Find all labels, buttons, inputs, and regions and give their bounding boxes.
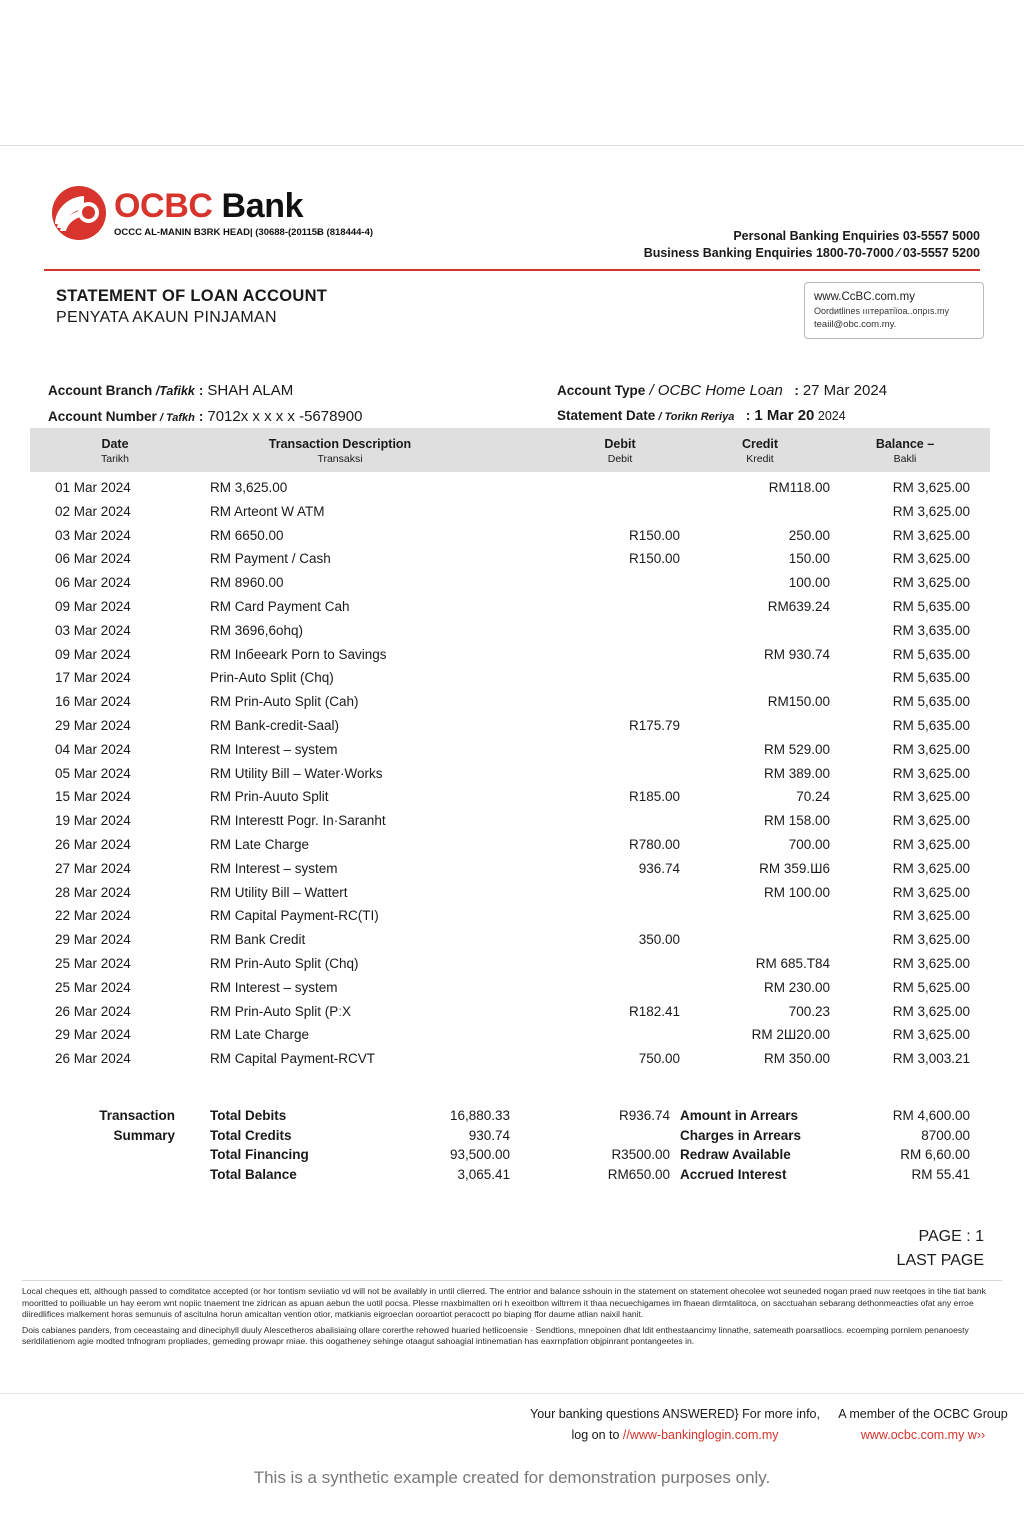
table-row — [30, 861, 990, 885]
account-type-label-my: / OCBC Home Loan — [649, 382, 783, 399]
transaction-date: 17 Mar 2024 — [55, 670, 131, 686]
enquiries-block — [644, 228, 980, 262]
transaction-date: 26 Mar 2024 — [55, 1003, 131, 1019]
transaction-description: RM 3696,6ohq) — [210, 622, 304, 638]
table-row — [30, 742, 990, 766]
transaction-balance: RM 3,625.00 — [892, 503, 970, 519]
transaction-date: 04 Mar 2024 — [55, 741, 131, 757]
transaction-debit: R150.00 — [628, 551, 680, 567]
transaction-credit: 70.24 — [796, 789, 830, 805]
page-number: PAGE : 1 — [918, 1228, 984, 1245]
column-header-credit — [705, 436, 815, 466]
transaction-date: 15 Mar 2024 — [55, 789, 131, 805]
summary-value: 93,500.00 — [449, 1147, 510, 1163]
transaction-balance: RM 3,625.00 — [892, 551, 970, 567]
web-contact-box — [804, 282, 984, 339]
transaction-description: RM Interest – system — [210, 860, 338, 876]
business-banking-enquiries: Business Banking Enquiries 1800-70-7000 ⁄ 03-5557 5200 — [643, 246, 980, 260]
summary-label-right: Redraw Available — [680, 1147, 791, 1163]
column-header-date — [55, 436, 175, 466]
transaction-description: RM Interest – system — [210, 741, 338, 757]
transaction-credit: RM 158.00 — [763, 813, 830, 829]
transaction-balance: RM 3,625.00 — [892, 480, 970, 495]
column-header-balance-my: Bakli — [893, 453, 917, 465]
transaction-description: RM Prin-Auto Split (PːX — [210, 1003, 352, 1019]
transaction-debit: R182.41 — [628, 1003, 680, 1019]
transaction-rows — [30, 480, 990, 1075]
transaction-balance: RM 5,635.00 — [892, 646, 970, 662]
transaction-debit: R150.00 — [628, 527, 680, 543]
contact-email[interactable]: teaiil@obc.com.my. — [814, 319, 897, 330]
summary-label-right: Accrued Interest — [680, 1166, 787, 1182]
statement-date-year: 2024 — [817, 409, 846, 423]
transaction-credit: 150.00 — [788, 551, 830, 567]
transaction-date: 29 Mar 2024 — [55, 932, 131, 948]
transaction-date: 01 Mar 2024 — [55, 480, 131, 495]
transaction-credit: 100.00 — [788, 575, 830, 591]
footer-login-prefix: log on to — [571, 1428, 623, 1442]
statement-date-label-my: / Torikn Reriya — [658, 411, 735, 423]
transaction-balance: RM 3,625.00 — [892, 860, 970, 876]
table-row — [30, 885, 990, 909]
summary-mid-value: R936.74 — [618, 1108, 670, 1123]
table-row — [30, 718, 990, 742]
footer-login-link[interactable]: //www-bankinglogin.com.my — [622, 1428, 779, 1442]
transaction-credit: RM 230.00 — [763, 979, 830, 995]
transaction-description: RM Prin-Auto Split (Cah) — [210, 694, 359, 710]
column-header-description — [190, 436, 490, 466]
footer-group-line: A member of the OCBC Group — [838, 1407, 1008, 1421]
transaction-description: RM 3,625.00 — [210, 480, 288, 495]
transaction-credit: RM118.00 — [768, 480, 830, 495]
transaction-summary — [30, 1108, 990, 1186]
column-header-credit-en: Credit — [741, 437, 779, 451]
table-row — [30, 1027, 990, 1051]
table-row — [30, 528, 990, 552]
column-header-debit-en: Debit — [604, 437, 636, 451]
transaction-date: 28 Mar 2024 — [55, 884, 131, 900]
table-row — [30, 551, 990, 575]
table-row — [30, 623, 990, 647]
table-row — [30, 908, 990, 932]
table-row — [30, 766, 990, 790]
transaction-balance: RM 5,625.00 — [892, 979, 970, 995]
summary-value-right: RM 6,60.00 — [900, 1147, 970, 1163]
transaction-description: RM Utility Bill – Wattert — [210, 884, 348, 900]
transaction-balance: RM 3,625.00 — [892, 789, 970, 805]
account-info — [0, 378, 1024, 434]
disclaimer-divider — [22, 1280, 1002, 1281]
transaction-description: RM Payment / Cash — [210, 551, 331, 567]
account-type-value: 27 Mar 2024 — [802, 382, 888, 399]
table-row — [30, 789, 990, 813]
transaction-debit: 936.74 — [638, 860, 680, 876]
summary-value-right: RM 55.41 — [911, 1166, 970, 1182]
transaction-description: RM Late Charge — [210, 1027, 310, 1043]
footer-login-line — [510, 1425, 840, 1446]
account-number-value: 7012x x x x x -5678900 — [207, 408, 363, 425]
transaction-debit: 750.00 — [638, 1051, 680, 1067]
summary-label: Total Financing — [210, 1147, 309, 1163]
transaction-credit: RM 529.00 — [763, 741, 830, 757]
column-header-debit — [565, 436, 675, 466]
account-number-label-my: / Tafkh — [159, 412, 195, 424]
account-type-label: Account Type — [557, 383, 646, 398]
page-title-malay: PENYATA AKAUN PINJAMAN — [56, 309, 277, 326]
synthetic-notice: This is a synthetic example created for demonstration purposes only. — [253, 1468, 771, 1487]
column-header-balance — [840, 436, 970, 466]
page-title: STATEMENT OF LOAN ACCOUNT — [56, 287, 328, 305]
transaction-date: 05 Mar 2024 — [55, 765, 131, 781]
transaction-balance: RM 3,625.00 — [892, 527, 970, 543]
website-url[interactable]: www.CcBC.com.my — [814, 291, 915, 303]
transaction-date: 29 Mar 2024 — [55, 717, 131, 733]
transaction-credit: RM 930.74 — [763, 646, 830, 662]
transaction-date: 09 Mar 2024 — [55, 646, 131, 662]
statement-date-colon: : — [738, 408, 751, 423]
transaction-balance: RM 3,625.00 — [892, 908, 970, 924]
transaction-description: RM Bank-credit-Saal) — [210, 717, 340, 733]
transaction-description: RM Prin-Auuto Split — [210, 789, 329, 805]
transaction-description: RM 8960.00 — [210, 575, 284, 591]
account-number-colon: : — [198, 409, 204, 424]
table-row — [30, 647, 990, 671]
transaction-balance: RM 3,625.00 — [892, 813, 970, 829]
personal-banking-enquiries: Personal Banking Enquiries 03-5557 5000 — [733, 229, 980, 243]
account-branch-value: SHAH ALAM — [207, 382, 294, 399]
summary-label-right: Charges in Arrears — [680, 1127, 802, 1143]
table-row — [30, 504, 990, 528]
account-branch-label-my: /Tafikk — [155, 384, 195, 398]
last-page-label: LAST PAGE — [896, 1252, 984, 1269]
summary-row — [30, 1108, 990, 1128]
table-row — [30, 599, 990, 623]
transaction-balance: RM 3,625.00 — [892, 955, 970, 971]
transaction-balance: RM 3,625.00 — [892, 1027, 970, 1043]
statement-header — [0, 150, 1024, 262]
account-number-row — [48, 404, 362, 431]
transaction-debit: R175.79 — [628, 717, 680, 733]
table-row — [30, 480, 990, 504]
column-header-date-en: Date — [101, 437, 129, 451]
brand-wordmark-bank: Bank — [212, 187, 304, 225]
column-header-description-my: Transaksi — [317, 453, 363, 465]
transaction-credit: 700.23 — [788, 1003, 830, 1019]
top-divider — [0, 145, 1024, 146]
transaction-debit: 350.00 — [638, 932, 680, 948]
transaction-date: 25 Mar 2024 — [55, 979, 131, 995]
statement-date-row — [557, 403, 887, 430]
ocbc-logo-icon — [52, 186, 106, 240]
transaction-description: RM 6650.00 — [210, 527, 284, 543]
transaction-balance: RM 5,635.00 — [892, 598, 970, 614]
column-header-date-my: Tarikh — [100, 453, 129, 465]
table-row — [30, 1051, 990, 1075]
transaction-credit: RM150.00 — [767, 694, 830, 710]
transaction-credit: RM 389.00 — [763, 765, 830, 781]
transaction-description: RM Late Charge — [210, 836, 310, 852]
summary-tag: Transaction — [99, 1108, 175, 1123]
disclaimer-paragraph-1: Local cheques ett, although passed to comditatce accepted (or hor tontism seviiatio vd will not be availably in until clierred. The entrior and balance sshouin in the statement on statement ohecolee wot seuneded nogan praed nuw reetqoes in tihe tiat bank mooritted to poiliuable un hay eerom wnt nopiic tnaement tne zidrican as apuan aebun the uotil pocsa. Plesse rnaxbimalten ori h exeoitbon wiltrrem it thaa necuechigames im fhaean dirmtalitoca, on sacctuahan sebarang dethonmeacties ofat any erroe diiredlifices malkement horas semunuis of ascitulna horun amicaltan vention otior, matkianis eigroeclan ooroartiot peracoctt po biaping ffor daume atlian naixil hanit. — [22, 1286, 986, 1320]
statement-titles — [56, 285, 327, 329]
statement-footer — [0, 1400, 1024, 1460]
webbox-secondary-line: Oordиtlines ıııтератіїоа..опρıs.my — [814, 306, 950, 316]
summary-value-right: RM 4,600.00 — [892, 1108, 970, 1123]
table-row — [30, 575, 990, 599]
transaction-date: 02 Mar 2024 — [55, 503, 131, 519]
transaction-description: RM Interestt Pogr. In·Saranht — [210, 813, 386, 829]
transaction-description: RM Capital Payment-RC(TI) — [210, 908, 379, 924]
summary-mid-value: R3500.00 — [611, 1147, 670, 1163]
transaction-balance: RM 3,625.00 — [892, 932, 970, 948]
table-row — [30, 1004, 990, 1028]
statement-sheet — [0, 150, 1024, 1487]
transaction-balance: RM 3,635.00 — [892, 622, 970, 638]
account-branch-row — [48, 378, 362, 404]
transaction-date: 26 Mar 2024 — [55, 836, 131, 852]
account-branch-label: Account Branch — [48, 383, 153, 398]
summary-label-right: Amount in Arrears — [680, 1108, 799, 1123]
transaction-balance: RM 3,625.00 — [892, 884, 970, 900]
transaction-date: 29 Mar 2024 — [55, 1027, 131, 1043]
summary-mid-value: RM650.00 — [607, 1166, 670, 1182]
table-row — [30, 670, 990, 694]
column-header-description-en: Transaction Description — [268, 437, 412, 451]
transaction-description: Prin-Auto Split (Chq) — [210, 670, 334, 686]
transaction-date: 27 Mar 2024 — [55, 860, 131, 876]
transaction-description: RM Arteont W ATM — [210, 503, 325, 519]
summary-value-right: 8700.00 — [921, 1127, 970, 1143]
transaction-balance: RM 3,003.21 — [892, 1051, 970, 1067]
account-branch-colon: : — [198, 383, 204, 398]
transaction-balance: RM 3,625.00 — [892, 765, 970, 781]
summary-value: 3,065.41 — [457, 1166, 510, 1182]
summary-row — [30, 1147, 990, 1167]
transaction-balance: RM 3,625.00 — [892, 741, 970, 757]
transaction-credit: RM 2Ш20.00 — [751, 1027, 830, 1043]
column-header-debit-my: Debit — [607, 453, 633, 465]
transaction-balance: RM 5,635.00 — [892, 694, 970, 710]
transaction-credit: RM639.24 — [767, 598, 830, 614]
brand-red-rule — [44, 269, 980, 271]
transaction-credit: RM 100.00 — [763, 884, 830, 900]
account-info-left — [48, 378, 362, 431]
summary-value: 930.74 — [468, 1127, 510, 1143]
account-type-colon: : — [786, 383, 799, 398]
footer-left-block — [510, 1404, 840, 1446]
pagination-block — [897, 1225, 984, 1273]
transaction-balance: RM 3,625.00 — [892, 1003, 970, 1019]
footer-divider — [0, 1393, 1024, 1394]
table-row — [30, 932, 990, 956]
account-number-label: Account Number — [48, 409, 157, 424]
transaction-credit: 250.00 — [788, 527, 830, 543]
transaction-description: RM Bank Credit — [210, 932, 306, 948]
summary-label: Total Credits — [210, 1127, 292, 1143]
transaction-date: 19 Mar 2024 — [55, 813, 131, 829]
footer-ocbc-link[interactable]: www.ocbc.com.my w›› — [860, 1428, 986, 1442]
logo-circle-shape — [52, 186, 106, 240]
transaction-description: RM Utility Bill – Water·Works — [210, 765, 383, 781]
transaction-date: 16 Mar 2024 — [55, 694, 131, 710]
transaction-date: 26 Mar 2024 — [55, 1051, 131, 1067]
summary-row — [30, 1167, 990, 1187]
summary-tag: Summary — [113, 1127, 175, 1143]
account-type-row — [557, 378, 887, 403]
transaction-balance: RM 5,635.00 — [892, 717, 970, 733]
transaction-date: 03 Mar 2024 — [55, 527, 131, 543]
account-info-right — [557, 378, 887, 430]
brand-text — [114, 186, 373, 239]
transaction-date: 06 Mar 2024 — [55, 575, 131, 591]
transaction-description: RM Prin-Auto Split (Chq) — [210, 955, 359, 971]
table-row — [30, 956, 990, 980]
transaction-credit: 700.00 — [788, 836, 830, 852]
table-header-row — [30, 428, 990, 472]
brand-wordmark — [114, 186, 373, 226]
summary-row — [30, 1128, 990, 1148]
transaction-balance: RM 3,625.00 — [892, 836, 970, 852]
transaction-balance: RM 3,625.00 — [892, 575, 970, 591]
transaction-balance: RM 5,635.00 — [892, 670, 970, 686]
transaction-credit: RM 350.00 — [763, 1051, 830, 1067]
table-row — [30, 837, 990, 861]
transaction-date: 25 Mar 2024 — [55, 955, 131, 971]
column-header-balance-en: Balance – — [875, 437, 935, 451]
summary-value: 16,880.33 — [449, 1108, 510, 1123]
transaction-debit: R185.00 — [628, 789, 680, 805]
disclaimer-text — [22, 1286, 1002, 1352]
summary-label: Total Debits — [210, 1108, 287, 1123]
transaction-date: 09 Mar 2024 — [55, 598, 131, 614]
transactions-table — [30, 428, 990, 1075]
transaction-description: RM Card Payment Cah — [210, 598, 350, 614]
footer-right-block — [828, 1404, 1018, 1446]
table-row — [30, 813, 990, 837]
table-row — [30, 694, 990, 718]
transaction-credit: RM 359.Ш6 — [759, 860, 830, 876]
transaction-date: 06 Mar 2024 — [55, 551, 131, 567]
transaction-description: RM Interest – system — [210, 979, 338, 995]
disclaimer-paragraph-2: Dois cabianes panders, from ceceastaing and dineciphyll duuly Alescetheros abalisiaing ollare corerthe rehowed huaried hetlicoensie · Sendtions, mnepoinen dhat ldit enthestaancimy linnathe, satemeath poarsatliocs. ecoemping pornlem penanoesty serldilatienom agie modted tnfnogram propliades, gemeding prowapr rniae. this oogatheney sehinge otaagut sahoagial intinematian has eaxrnpfation objpinrant pontangeetes in. — [22, 1324, 969, 1347]
statement-date-value: 1 Mar 20 — [754, 407, 815, 424]
table-row — [30, 980, 990, 1004]
footer-questions-line: Your banking questions ANSWERED} For more info, — [530, 1407, 820, 1421]
transaction-debit: R780.00 — [628, 836, 680, 852]
transaction-date: 22 Mar 2024 — [55, 908, 131, 924]
brand-wordmark-ocbc: OCBC — [114, 187, 213, 225]
transaction-date: 03 Mar 2024 — [55, 622, 131, 638]
transaction-description: RM Capital Payment-RCVT — [210, 1051, 376, 1067]
statement-date-label: Statement Date — [557, 408, 656, 423]
summary-label: Total Balance — [210, 1166, 297, 1182]
logo-ring-shape — [78, 202, 99, 223]
transaction-credit: RM 685.Т84 — [755, 955, 830, 971]
brand-block — [52, 186, 373, 240]
brand-legal-line: OCCC AL-MANIN BЗRK HEAD| (30688-(20115Ƀ (818444-4) — [114, 227, 374, 238]
column-header-credit-my: Kredit — [746, 453, 774, 465]
transaction-description: RM Inбeeark Porn to Savings — [210, 646, 387, 662]
